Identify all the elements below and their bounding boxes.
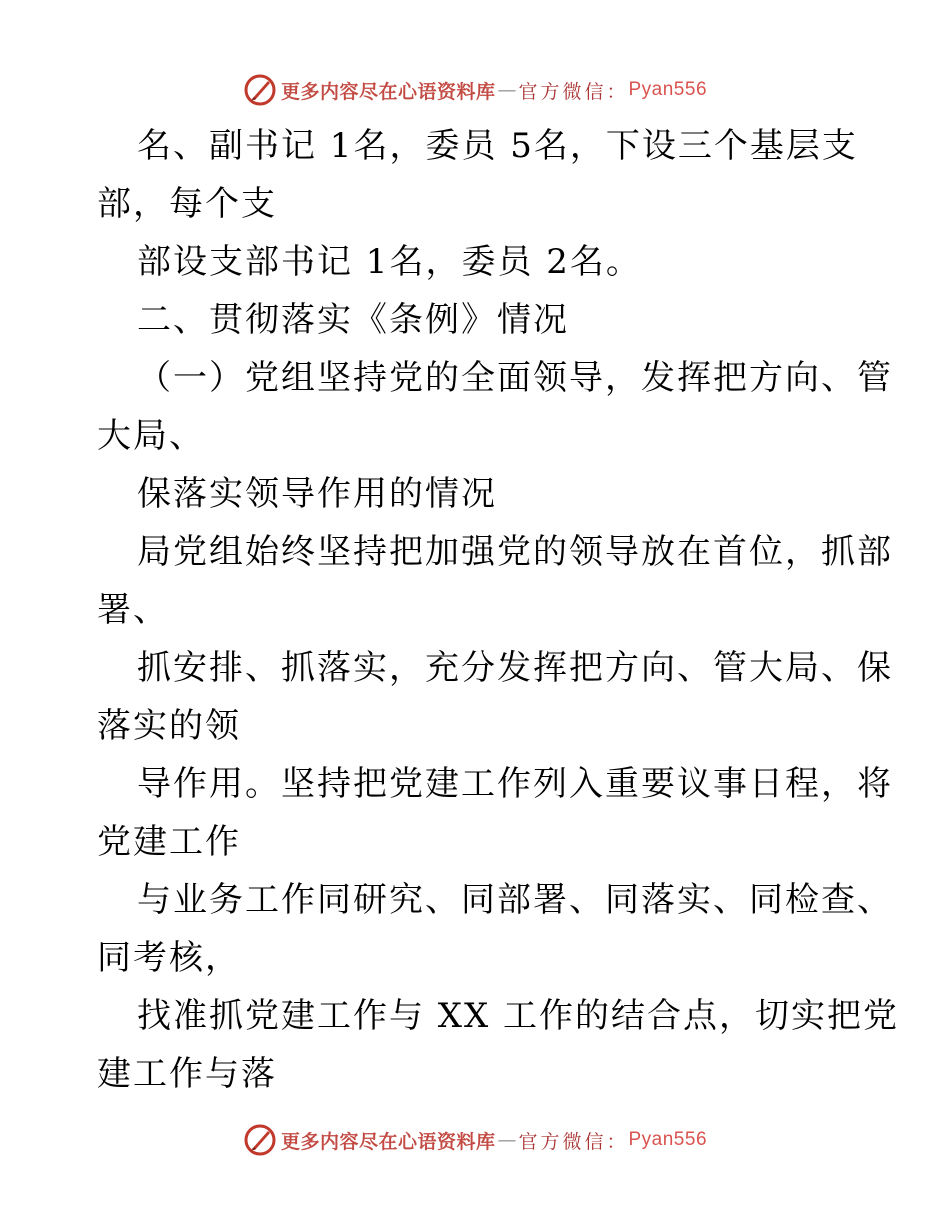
watermark-dash: — bbox=[497, 1129, 517, 1151]
quill-logo-icon bbox=[243, 73, 277, 107]
text-line: （一）党组坚持党的全面领导，发挥把方向、管 bbox=[137, 358, 893, 398]
text-line: 与业务工作同研究、同部署、同落实、同检查、 bbox=[137, 880, 893, 920]
watermark-id: Pyan556 bbox=[628, 79, 708, 100]
watermark-dash: — bbox=[497, 79, 517, 101]
watermark-official: 官方微信： bbox=[518, 80, 629, 103]
text-line: 名、副书记 1名，委员 5名，下设三个基层支 bbox=[137, 126, 858, 166]
text-line: 党建工作 bbox=[97, 822, 241, 862]
watermark-text: 更多内容尽在心语资料库 bbox=[280, 80, 496, 103]
text-line: 抓安排、抓落实，充分发挥把方向、管大局、保 bbox=[137, 648, 893, 688]
text-line: 部，每个支 bbox=[97, 184, 277, 224]
text-line: 署、 bbox=[97, 590, 169, 630]
text-line: 二、贯彻落实《条例》情况 bbox=[137, 300, 569, 340]
text-line: 落实的领 bbox=[97, 706, 241, 746]
text-line: 大局、 bbox=[97, 416, 205, 456]
footer-watermark bbox=[0, 1120, 950, 1160]
text-line: 保落实领导作用的情况 bbox=[137, 474, 497, 514]
text-line: 局党组始终坚持把加强党的领导放在首位，抓部 bbox=[137, 532, 893, 572]
document-body bbox=[97, 117, 900, 1103]
quill-logo-icon bbox=[243, 1123, 277, 1157]
watermark-id: Pyan556 bbox=[628, 1129, 708, 1150]
header-watermark bbox=[0, 70, 950, 110]
text-line: 导作用。坚持把党建工作列入重要议事日程，将 bbox=[137, 764, 893, 804]
text-line: 同考核， bbox=[97, 938, 241, 978]
watermark-text: 更多内容尽在心语资料库 bbox=[280, 1130, 496, 1153]
text-line: 找准抓党建工作与 XX 工作的结合点，切实把党 bbox=[137, 996, 900, 1036]
watermark-official: 官方微信： bbox=[518, 1130, 629, 1153]
text-line: 部设支部书记 1名，委员 2名。 bbox=[137, 242, 642, 282]
text-line: 建工作与落 bbox=[97, 1054, 277, 1094]
